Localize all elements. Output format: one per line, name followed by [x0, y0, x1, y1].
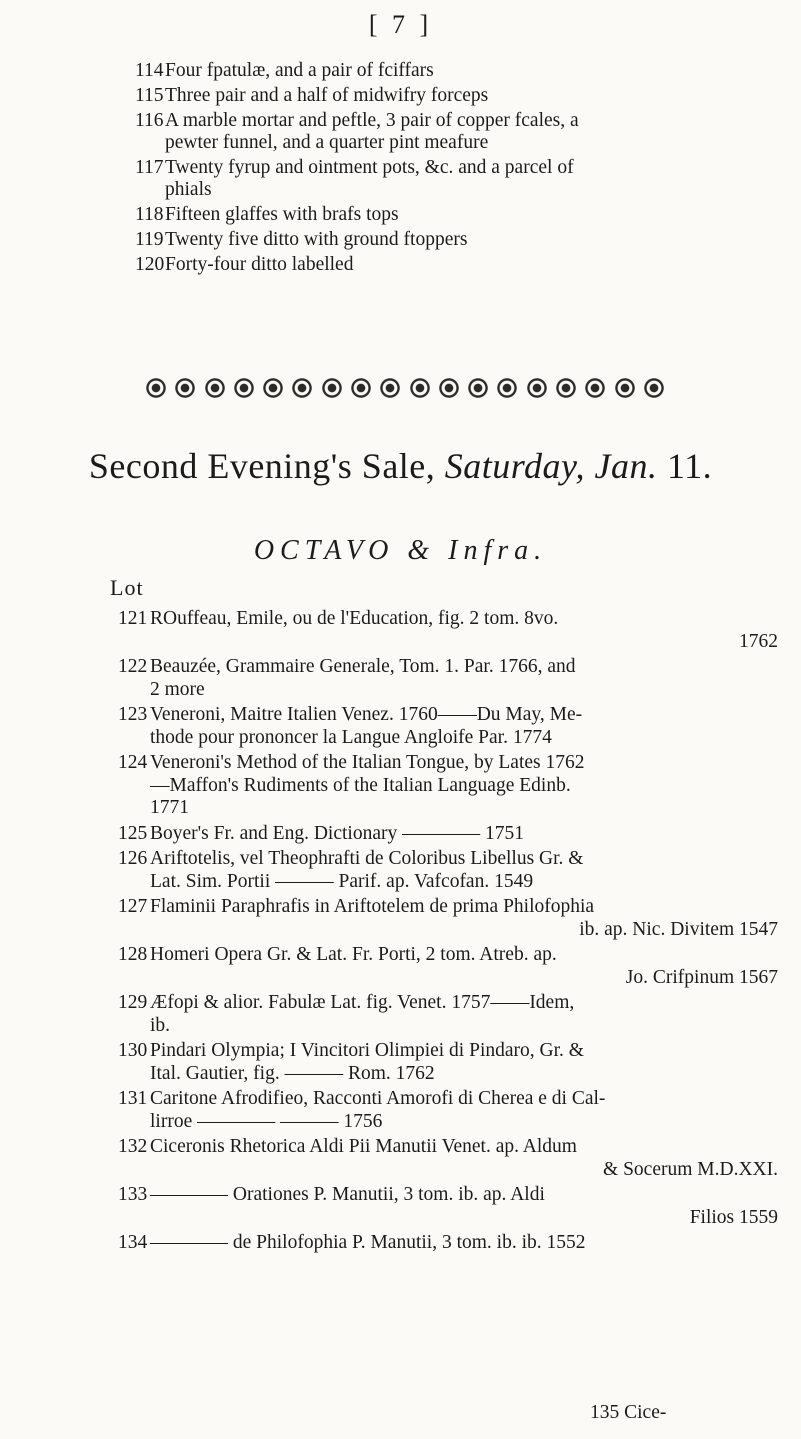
ornament-icon: [526, 377, 548, 399]
lot-text: Forty-four ditto labelled: [165, 254, 354, 275]
sale-heading-day: 11.: [666, 446, 713, 486]
sale-heading-date: Saturday, Jan.: [444, 446, 658, 486]
lot-number: 116: [135, 110, 164, 131]
lot-text: Veneroni's Method of the Italian Tongue, by Lates 1762: [150, 752, 585, 773]
lot-text-continued: thode pour prononcer la Langue Angloife Par. 1774: [150, 726, 552, 748]
lot-text: Flaminii Paraphrafis in Ariftotelem de prima Philofophia: [150, 896, 595, 917]
ornament-icon: [496, 377, 518, 399]
lot-text-continued: 2 more: [150, 678, 205, 700]
lot-text: ———— Orationes P. Manutii, 3 tom. ib. ap. Aldi: [150, 1184, 545, 1205]
lot-column-label: Lot: [110, 575, 144, 600]
lot-number: 118: [135, 204, 164, 225]
ornament-icon: [233, 377, 255, 399]
list-item: [118, 944, 778, 989]
lot-text: Four fpatulæ, and a pair of fciffars: [165, 60, 434, 81]
list-item: [118, 1184, 778, 1229]
lot-number: 123: [118, 704, 148, 725]
lot-text: Homeri Opera Gr. & Lat. Fr. Porti, 2 tom. Atreb. ap.: [150, 944, 557, 965]
lot-number: 133: [118, 1184, 148, 1205]
lot-text: Boyer's Fr. and Eng. Dictionary ———— 1751: [150, 822, 524, 844]
page-number: [ 7 ]: [368, 10, 433, 39]
lot-number: 120: [135, 254, 165, 275]
ornament-icon: [584, 377, 606, 399]
ornament-icon: [614, 377, 636, 399]
list-item: [118, 1136, 778, 1181]
list-item: [135, 110, 775, 154]
list-item: [118, 608, 778, 653]
lot-text: Twenty fyrup and ointment pots, &c. and a parcel of: [165, 157, 574, 178]
list-item: [118, 1232, 778, 1255]
lot-number: 119: [135, 229, 164, 250]
ornament-icon: [145, 377, 167, 399]
ornament-icon: [467, 377, 489, 399]
lot-number: 124: [118, 752, 148, 773]
lot-list: [118, 608, 778, 1258]
lot-number: 128: [118, 944, 148, 965]
lot-number: 126: [118, 848, 148, 869]
lot-text-continued: phials: [165, 179, 212, 200]
lot-text: Fifteen glaffes with brafs tops: [165, 204, 399, 225]
lot-text-continued: lirroe ———— ——— 1756: [150, 1110, 383, 1132]
lot-number: 132: [118, 1136, 148, 1157]
decorative-ornament-band: [145, 370, 665, 406]
list-item: [135, 204, 775, 226]
ornament-icon: [409, 377, 431, 399]
lot-text-continued: 1771: [150, 797, 189, 818]
lot-text: Ciceronis Rhetorica Aldi Pii Manutii Venet. ap. Aldum: [150, 1136, 577, 1157]
list-item: [135, 60, 775, 82]
ornament-icon: [555, 377, 577, 399]
lot-text-continued: Filios 1559: [689, 1206, 778, 1228]
top-entries: [135, 60, 775, 279]
lot-text: Caritone Afrodifieo, Racconti Amorofi di Cherea e di Cal-: [150, 1088, 606, 1109]
lot-text: Ariftotelis, vel Theophrafti de Coloribus Libellus Gr. &: [150, 848, 584, 869]
list-item: [118, 656, 778, 701]
lot-number: 117: [135, 157, 164, 178]
lot-text: ———— de Philofophia P. Manutii, 3 tom. ib. ib. 1552: [150, 1232, 586, 1253]
lot-text: Æfopi & alior. Fabulæ Lat. fig. Venet. 1757——Idem,: [150, 992, 575, 1013]
list-item: [118, 896, 778, 941]
list-item: [118, 848, 778, 893]
lot-number: 130: [118, 1040, 148, 1061]
sale-heading-plain: Second Evening's Sale,: [88, 446, 436, 486]
list-item: [135, 85, 775, 107]
list-item: [118, 752, 778, 820]
lot-year: 1762: [739, 630, 778, 652]
lot-text: Pindari Olympia; I Vincitori Olimpiei di Pindaro, Gr. &: [150, 1040, 584, 1061]
format-heading: OCTAVO & Infra.: [253, 535, 548, 566]
lot-text: Veneroni, Maitre Italien Venez. 1760——Du May, Me-: [150, 704, 583, 725]
lot-text-continued: Ital. Gautier, fig. ——— Rom. 1762: [150, 1062, 435, 1084]
lot-text: A marble mortar and peftle, 3 pair of copper fcales, a: [165, 110, 579, 131]
ornament-icon: [174, 377, 196, 399]
lot-number: 129: [118, 992, 148, 1013]
lot-number: 122: [118, 656, 148, 677]
lot-text-continued: & Socerum M.D.XXI.: [603, 1158, 778, 1180]
list-item: [118, 823, 778, 846]
list-item: [118, 704, 778, 749]
ornament-icon: [350, 377, 372, 399]
lot-text-continued: Lat. Sim. Portii ——— Parif. ap. Vafcofan. 1549: [150, 870, 534, 892]
lot-number: 134: [118, 1232, 148, 1253]
ornament-icon: [643, 377, 665, 399]
list-item: [118, 1040, 778, 1085]
lot-text-continued: —Maffon's Rudiments of the Italian Language Edinb.: [150, 774, 571, 796]
lot-number: 127: [118, 896, 148, 917]
lot-number: 114: [135, 60, 164, 81]
ornament-icon: [262, 377, 284, 399]
list-item: [135, 254, 775, 276]
lot-number: 125: [118, 822, 148, 844]
lot-text: Three pair and a half of midwifry forceps: [165, 85, 489, 106]
ornament-icon: [321, 377, 343, 399]
lot-text-continued: pewter funnel, and a quarter pint meafure: [165, 132, 489, 153]
lot-text: ROuffeau, Emile, ou de l'Education, fig. 2 tom. 8vo.: [150, 608, 559, 629]
lot-number: 131: [118, 1088, 148, 1109]
lot-text: Beauzée, Grammaire Generale, Tom. 1. Par. 1766, and: [150, 656, 576, 677]
list-item: [118, 992, 778, 1037]
lot-text-continued: ib. ap. Nic. Divitem 1547: [579, 918, 778, 940]
lot-text: Twenty five ditto with ground ftoppers: [165, 229, 468, 250]
lot-text-continued: ib.: [150, 1014, 171, 1036]
ornament-icon: [204, 377, 226, 399]
list-item: [135, 229, 775, 251]
ornament-icon: [291, 377, 313, 399]
lot-text-continued: Jo. Crifpinum 1567: [625, 966, 778, 988]
ornament-icon: [438, 377, 460, 399]
catchword: 135 Cice-: [590, 1402, 667, 1423]
list-item: [135, 157, 775, 201]
sale-heading: [0, 445, 801, 487]
lot-number: 121: [118, 608, 148, 629]
list-item: [118, 1088, 778, 1133]
ornament-icon: [379, 377, 401, 399]
lot-number: 115: [135, 85, 164, 106]
